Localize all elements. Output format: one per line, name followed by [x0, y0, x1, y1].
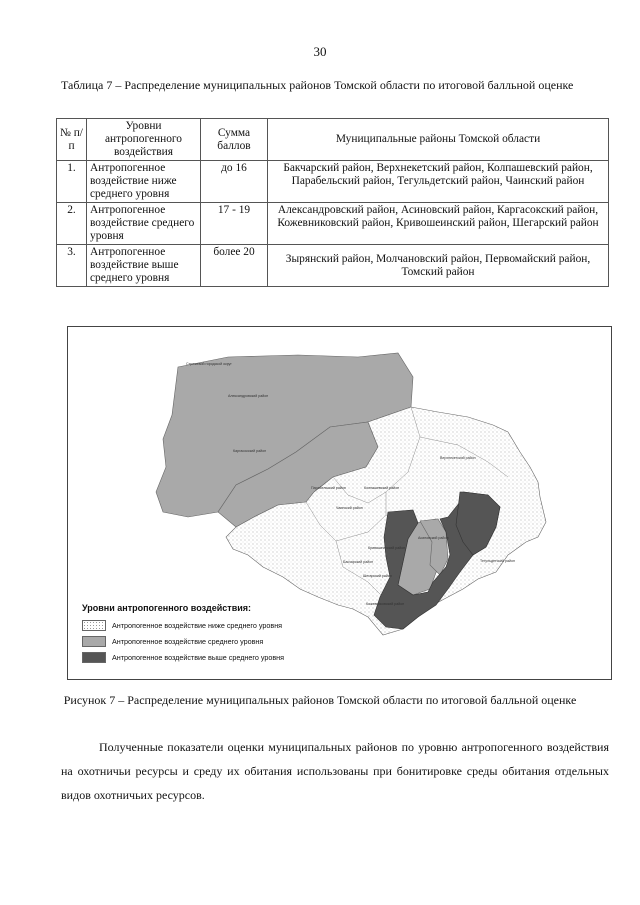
table-header-row	[57, 119, 609, 161]
legend-swatch-medium	[82, 636, 106, 647]
label-kolpashevsky: Колпашевский район	[364, 486, 400, 490]
row-score: до 16	[201, 161, 268, 203]
label-teguldetsky: Тегульдетский район	[480, 559, 515, 563]
row-score: 17 - 19	[201, 203, 268, 245]
label-kargasoksky: Каргасокский район	[233, 449, 267, 453]
label-bakcharsky: Бакчарский район	[343, 560, 374, 564]
legend-label: Антропогенное воздействие выше среднего уровня	[112, 652, 285, 662]
header-level: Уровни антропогенного воздействия	[87, 119, 201, 161]
label-strezhevoy: Стрежевой городской округ	[186, 362, 232, 366]
row-number: 2.	[57, 203, 87, 245]
row-level: Антропогенное воздействие выше среднего уровня	[87, 245, 201, 287]
label-shegarsky: Шегарский район	[363, 574, 392, 578]
legend-item	[82, 649, 284, 665]
legend-swatch-low	[82, 620, 106, 631]
body-paragraph: Полученные показатели оценки муниципальных районов по уровню антропогенного воздействия на охотничьи ресурсы и среду их обитания использованы при бонитировке среды обитания отдельных видов охотничьих ресурсов.	[61, 740, 609, 802]
header-score: Сумма баллов	[201, 119, 268, 161]
label-chainsky: Чаинский район	[336, 506, 363, 510]
table-row	[57, 203, 609, 245]
header-number: № п/п	[57, 119, 87, 161]
label-verkhneketsky: Верхнекетский район	[440, 456, 476, 460]
figure-caption: Рисунок 7 – Распределение муниципальных районов Томской области по итоговой балльной оценке	[63, 693, 577, 707]
label-kozhevnikovsky: Кожевниковский район	[366, 602, 405, 606]
legend-label: Антропогенное воздействие среднего уровня	[112, 636, 264, 646]
row-districts: Бакчарский район, Верхнекетский район, Колпашевский район, Парабельский район, Тегульдетский район, Чаинский район	[268, 161, 609, 203]
legend-title: Уровни антропогенного воздействия:	[82, 603, 252, 613]
table-row	[57, 161, 609, 203]
legend-swatch-high	[82, 652, 106, 663]
legend-item	[82, 633, 284, 649]
row-number: 1.	[57, 161, 87, 203]
row-districts: Зырянский район, Молчановский район, Первомайский район, Томский район	[268, 245, 609, 287]
districts-table	[56, 118, 609, 287]
row-number: 3.	[57, 245, 87, 287]
map-legend	[82, 603, 284, 665]
row-score: более 20	[201, 245, 268, 287]
row-level: Антропогенное воздействие ниже среднего уровня	[87, 161, 201, 203]
legend-label: Антропогенное воздействие ниже среднего уровня	[112, 620, 283, 630]
row-level: Антропогенное воздействие среднего уровня	[87, 203, 201, 245]
header-districts: Муниципальные районы Томской области	[268, 119, 609, 161]
label-asinovsky: Асиновский район	[418, 536, 449, 540]
map-figure	[67, 326, 612, 680]
row-districts: Александровский район, Асиновский район, Каргасокский район, Кожевниковский район, Кривошеинский район, Шегарский район	[268, 203, 609, 245]
page-number: 30	[313, 44, 327, 59]
label-krivosheinsky: Кривошеинский район	[368, 546, 406, 550]
table-caption: Таблица 7 – Распределение муниципальных районов Томской области по итоговой балльной оценке	[61, 78, 574, 92]
table-row	[57, 245, 609, 287]
legend-item	[82, 617, 284, 633]
label-aleksandrovsky: Александровский район	[228, 394, 269, 398]
label-parabelsky: Парабельский район	[311, 486, 346, 490]
